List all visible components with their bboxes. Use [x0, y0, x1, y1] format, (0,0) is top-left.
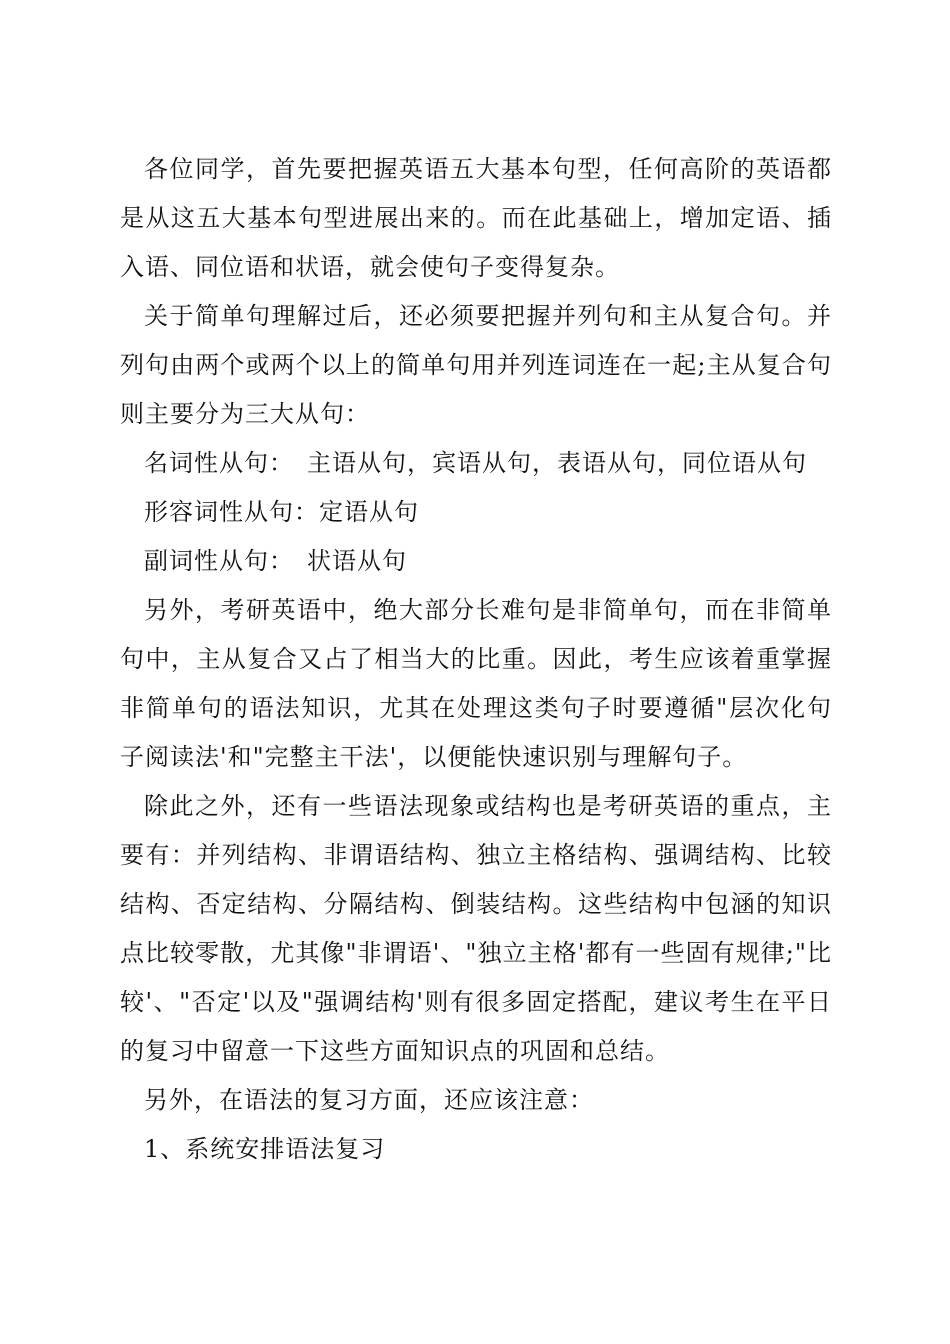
- paragraph-complex-sentences: 另外，考研英语中，绝大部分长难句是非简单句，而在非简单句中，主从复合又占了相当大的比重。因此，考生应该着重掌握非简单句的语法知识，尤其在处理这类句子时要遵循"层次化句子阅读法'和"完整主干法'，以便能快速识别与理解句子。: [120, 596, 832, 771]
- paragraph-grammar-structures: 除此之外，还有一些语法现象或结构也是考研英语的重点，主要有：并列结构、非谓语结构、独立主格结构、强调结构、比较结构、否定结构、分隔结构、倒装结构。这些结构中包涵的知识点比较零散，尤其像"非谓语'、"独立主格'都有一些固有规律;"比较'、"否定'以及"强调结构'则有很多固定搭配，建议考生在平日的复习中留意一下这些方面知识点的巩固和总结。: [120, 792, 832, 1065]
- paragraph-review-notes: 另外，在语法的复习方面，还应该注意：: [144, 1086, 594, 1114]
- paragraph-compound-sentences: 关于简单句理解过后，还必须要把握并列句和主从复合句。并列句由两个或两个以上的简单句用并列连词连在一起;主从复合句则主要分为三大从句：: [120, 302, 832, 428]
- list-item-noun-clauses: 名词性从句： 主语从句，宾语从句，表语从句，同位语从句: [144, 449, 807, 477]
- list-item-adjective-clauses: 形容词性从句：定语从句: [144, 498, 419, 526]
- document-body: [120, 145, 832, 1174]
- paragraph-point-1: 1、系统安排语法复习: [144, 1135, 386, 1163]
- paragraph-intro: 各位同学，首先要把握英语五大基本句型，任何高阶的英语都是从这五大基本句型进展出来的。而在此基础上，增加定语、插入语、同位语和状语，就会使句子变得复杂。: [120, 155, 832, 281]
- list-item-adverb-clauses: 副词性从句： 状语从句: [144, 547, 407, 575]
